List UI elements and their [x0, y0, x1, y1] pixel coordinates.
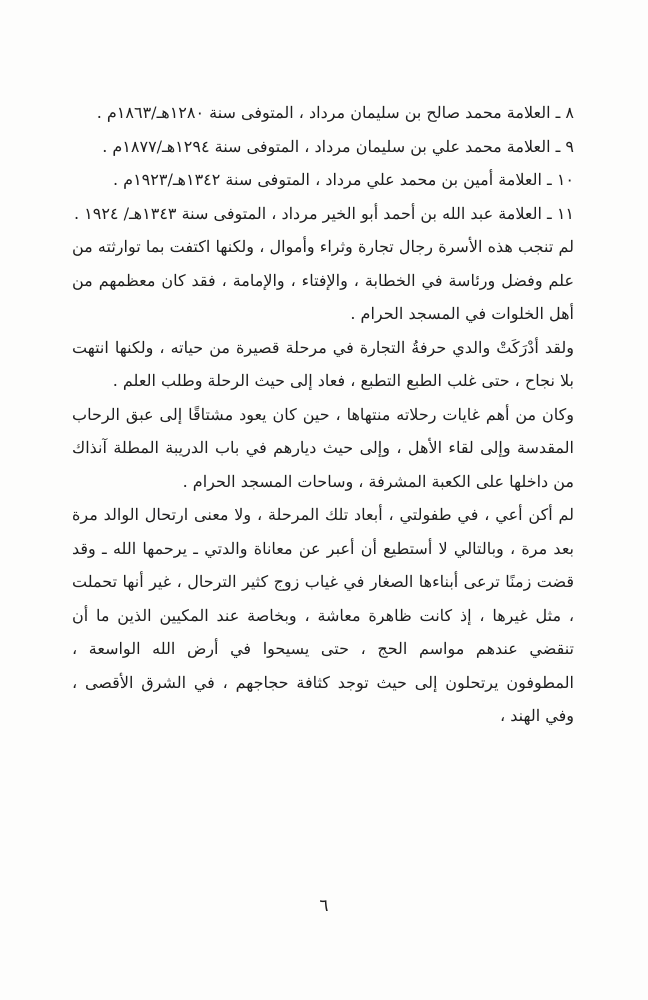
list-item-11: ١١ ـ العلامة عبد الله بن أحمد أبو الخير مرداد ، المتوفى سنة ١٣٤٣هـ/ ١٩٢٤ . — [73, 203, 574, 223]
paragraph-family-heritage: لم تنجب هذه الأسرة رجال تجارة وثراء وأموال ، ولكنها اكتفت بما توارثته من علم وفضل ورئاسة في الخطابة ، والإفتاء ، والإمامة ، فقد كان معظمهم من أهل الخلوات في المسجد الحرام . — [72, 237, 574, 323]
list-item-8: ٨ ـ العلامة محمد صالح بن سليمان مرداد ، المتوفى سنة ١٢٨٠هـ/١٨٦٣م . — [96, 103, 574, 122]
list-item-10: ١٠ ـ العلامة أمين بن محمد علي مرداد ، المتوفى سنة ١٣٤٢هـ/١٩٢٣م . — [113, 170, 574, 189]
paragraph-father-trade: ولقد أدْرَكَتْ والدي حرفةُ التجارة في مرحلة قصيرة من حياته ، ولكنها انتهت بلا نجاح ، حتى غلب الطبع التطبع ، فعاد إلى حيث الرحلة وطلب العلم . — [72, 337, 574, 390]
list-item-9: ٩ ـ العلامة محمد علي بن سليمان مرداد ، المتوفى سنة ١٢٩٤هـ/١٨٧٧م . — [102, 136, 574, 156]
page-number: ٦ — [319, 896, 329, 916]
paragraph-journeys: وكان من أهم غايات رحلاته منتهاها ، حين كان يعود مشتاقًا إلى عبق الرحاب المقدسة وإلى لقاء الأهل ، وإلى حيث ديارهم في باب الدريبة المطلة آنذاك من داخلها على الكعبة المشرفة ، وساحات المسجد الحرام . — [72, 404, 574, 491]
paragraph-childhood: لم أكن أعي ، في طفولتي ، أبعاد تلك المرحلة ، ولا معنى ارتحال الوالد مرة بعد مرة ، وبالتالي لا أستطيع أن أعبر عن معاناة والدتي ـ يرحمها الله ـ وقد قضت زمنًا ترعى أبناءها الصغار في غياب زوج كثير الترحال ، غير أنها تحملت ، مثل غيرها ، إذ كانت ظاهرة معاشة ، وبخاصة عند المكيين الذين ما أن تنقضي عندهم مواسم الحج ، حتى يسيحوا في أرض الله الواسعة ، المطوفون يرتحلون إلى حيث توجد كثافة حجاجهم ، في الشرق الأقصى ، وفي الهند ، — [72, 505, 575, 725]
page-body — [72, 96, 574, 733]
